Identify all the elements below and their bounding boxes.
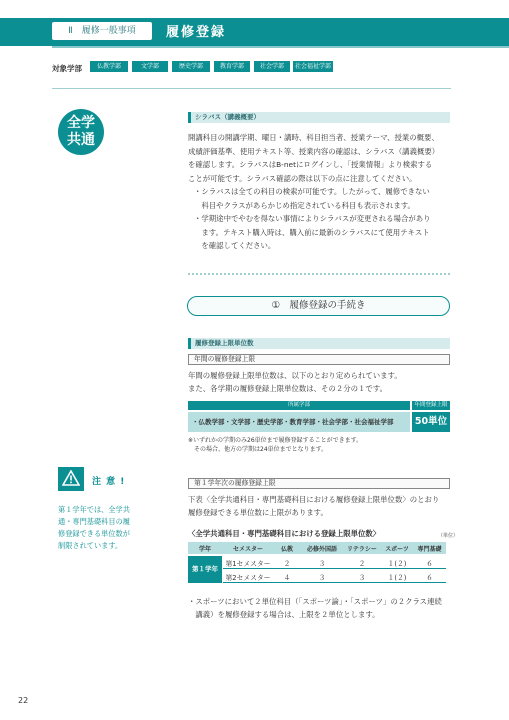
header-divider [52,46,509,48]
departments-label: 対象学部 [52,64,82,73]
col-header: リテラシー [347,546,377,553]
text-line: ・シラバスは全ての科目の検索が可能です。したがって、履修できない [194,187,430,196]
text-line: 成績評価基準、使用テキスト等、授業内容の確認は、シラバス（講義概要） [188,146,440,156]
note-line: ※いずれかの学期のみ26単位まで履修登録することができます。 [188,437,363,444]
dept-tag: 社会福祉学部 [294,63,331,70]
section-tag: Ⅱ 履修一般事項 [52,22,152,40]
syllabus-bullet [194,185,430,212]
step-title: ① 履修登録の手続き [187,296,450,316]
col-header: 学年 [198,546,211,553]
syllabus-bullet [194,212,431,253]
attention-text [58,504,158,552]
col-header: 専門基礎 [417,546,442,553]
section-divider [52,88,451,89]
warning-icon [58,467,84,491]
all-faculty-badge [58,109,104,155]
table-cell: ６ [426,560,433,568]
dept-tag: 文学部 [132,61,168,72]
col-header: 仏教 [280,546,293,553]
text-line: ・学期途中でやむを得ない事情によりシラバスが変更される場合があり [194,214,431,223]
limit-text [188,370,402,395]
year-cell: 第１学年 [188,556,222,583]
text-line: 制限されています。 [58,541,123,550]
col-header: セメスター [232,546,263,553]
table-cell: ２ [283,560,291,568]
dept-tag: 歴史学部 [172,61,210,72]
syllabus-heading: シラバス（講義概要） [188,112,450,123]
text-line: を確認します。シラバスはB-netにログインし、「授業情報」より検索する [188,160,433,169]
text-line: 第１学年では、全学共 [58,505,130,514]
dept-tag: 教育学部 [214,61,250,72]
limit-row-value: 50単位 [412,412,450,432]
first-year-footnote [188,596,442,621]
limit-col-limit: 年間登録上限 [412,401,450,410]
attention-title: 注 意 ! [92,477,126,487]
text-line: 通・専門基礎科目の履 [58,517,130,526]
table-cell: ４ [283,574,291,582]
limit-heading: 履修登録上限単位数 [188,338,450,349]
table-cell: ２ [358,560,366,568]
warning-triangle-icon [62,470,80,486]
text-line: ます。テキスト購入時は、購入前に最新のシラバスにて使用テキスト [194,227,430,237]
syllabus-intro [188,131,439,185]
text-line: 修登録できる単位数が [58,529,130,538]
text-line: 科目やクラスがあらかじめ指定されている科目も表示されます。 [194,200,415,210]
dotted-divider [188,273,450,275]
first-year-title: 第１学年次の履修登録上限 [188,478,450,489]
table-cell: １(２) [387,574,407,582]
text-line: また、各学期の履修登録上限単位数は、その２分の１です。 [188,383,387,393]
text-line: を確認してください。 [194,241,276,250]
text-line: 年間の履修登録上限単位数は、以下のとおり定められています。 [188,371,402,380]
table-cell: ３ [318,560,326,568]
first-year-text [188,494,439,519]
col-header: スポーツ [385,546,409,553]
text-line: 開講科目の開講学期、曜日・講時、科目担当者、授業テーマ、授業の概要、 [188,133,439,142]
dept-tag: 仏教学部 [90,61,128,72]
limit-row-dept: ・仏教学部・文学部・歴史学部・教育学部・社会学部・社会福祉学部 [188,412,410,432]
note-line: その場合、他方の学期は24単位までとなります。 [188,446,328,453]
text-line: 履修登録できる単位数に上限があります。 [188,507,328,517]
col-header: 必修外国語 [306,546,337,553]
text-line: ことが可能です。シラバス確認の際は以下の点に注意してください。 [188,173,417,183]
table-cell: 第2セメスター [225,574,271,582]
page-title: 履修登録 [166,25,227,40]
limit-col-dept: 所属学部 [188,401,410,410]
course-table-unit: （単位） [438,533,459,539]
table-cell: ３ [358,574,366,582]
table-cell: １(２) [387,560,407,568]
annual-limit-title: 年間の履修登録上限 [188,354,450,365]
table-cell: ６ [426,574,433,582]
course-table-title: 〈全学共通科目・専門基礎科目における登録上限単位数〉 [188,529,381,538]
badge-text: 全学 共通 [67,115,95,148]
text-line: 下表〈全学共通科目・専門基礎科目における履修登録上限単位数〉のとおり [188,495,440,504]
limit-note [188,436,362,454]
table-cell: 第1セメスター [225,560,271,568]
text-line: 講義）を履修登録する場合は、上限を２単位とします。 [188,609,380,619]
dept-tag: 社会学部 [254,61,290,72]
page-number: 22 [18,696,29,705]
table-cell: ３ [318,574,326,582]
text-line: ・スポーツにおいて２単位科目（「スポーツ論」・「スポーツ」の２クラス連続 [188,597,442,606]
